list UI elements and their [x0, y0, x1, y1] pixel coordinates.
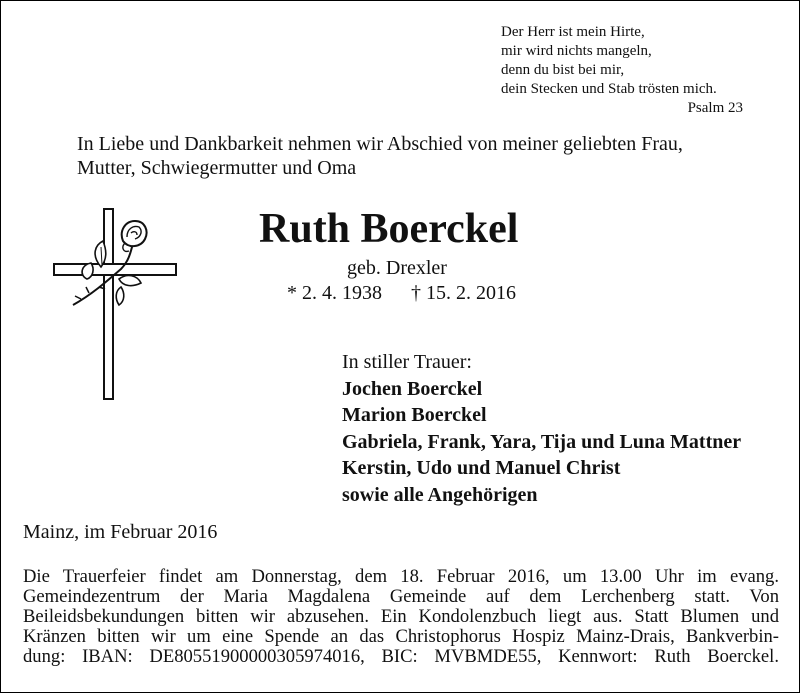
psalm-line: Der Herr ist mein Hirte,: [501, 24, 645, 40]
notice-line: Die Trauerfeier findet am Donnerstag, dem 18. Februar 2016, um 13.00 Uhr im evang.: [23, 566, 779, 587]
intro-line: Mutter, Schwiegermutter und Oma: [77, 157, 357, 179]
notice-line: dung: IBAN: DE80551900000305974016, BIC: MVBMDE55, Kennwort: Ruth Boerckel.: [23, 646, 779, 667]
death-date: † 15. 2. 2016: [411, 282, 516, 304]
mourners-heading: In stiller Trauer:: [342, 351, 472, 373]
birth-date: * 2. 4. 1938: [287, 282, 382, 304]
funeral-notice: [23, 567, 779, 667]
psalm-reference: Psalm 23: [687, 100, 743, 116]
birth-name: geb. Drexler: [347, 257, 447, 279]
intro-line: In Liebe und Dankbarkeit nehmen wir Abschied von meiner geliebten Frau,: [77, 133, 683, 155]
intro-text: [77, 132, 777, 180]
mourners-list: [342, 376, 741, 509]
cross-with-rose-icon: [51, 207, 181, 402]
mourners-block: [342, 349, 741, 508]
place-and-date: Mainz, im Februar 2016: [23, 521, 218, 543]
notice-line: Beileidsbekundungen bitten wir abzusehen. Ein Kondolenzbuch liegt aus. Statt Blumen und: [23, 606, 779, 627]
notice-line: Kränzen bitten wir um eine Spende an das Christophorus Hospiz Mainz-Drais, Bankverbin-: [23, 626, 779, 647]
mourner-name: Marion Boerckel: [342, 404, 487, 426]
mourner-name: Jochen Boerckel: [342, 377, 483, 400]
notice-line: Gemeindezentrum der Maria Magdalena Gemeinde auf dem Lerchenberg statt. Von: [23, 586, 779, 607]
mourner-name: sowie alle Angehörigen: [342, 483, 538, 506]
psalm-line: dein Stecken und Stab trösten mich.: [501, 81, 717, 97]
mourner-name: Kerstin, Udo und Manuel Christ: [342, 457, 621, 479]
mourner-name: Gabriela, Frank, Yara, Tija und Luna Mattner: [342, 430, 742, 453]
psalm-line: mir wird nichts mangeln,: [501, 43, 652, 59]
deceased-name: Ruth Boerckel: [259, 206, 519, 252]
psalm-quote: [501, 23, 771, 118]
psalm-line: denn du bist bei mir,: [501, 62, 625, 78]
